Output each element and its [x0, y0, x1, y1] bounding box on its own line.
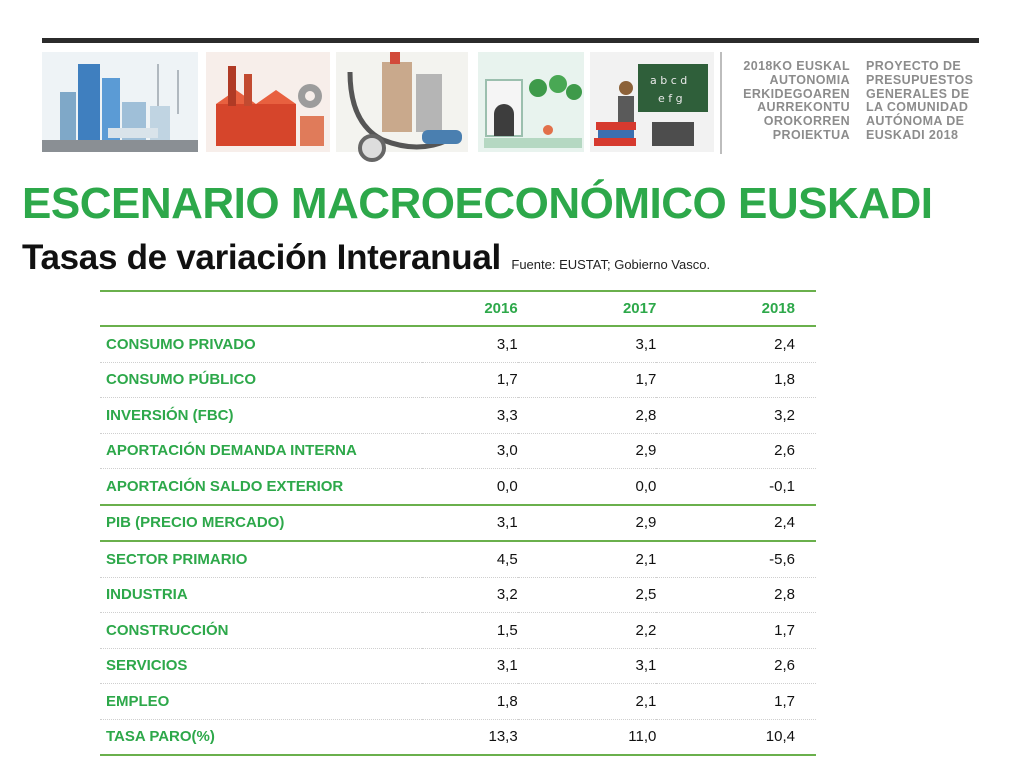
table-row [100, 326, 816, 362]
value-2016: 3,1 [422, 326, 518, 362]
value-2016: 3,2 [422, 577, 518, 613]
education-illustration [590, 52, 714, 152]
value-2017: 2,1 [518, 541, 657, 577]
table-row [100, 469, 816, 505]
row-label: PIB (PRECIO MERCADO) [100, 505, 422, 542]
row-label: EMPLEO [100, 684, 422, 720]
health-illustration [336, 52, 468, 160]
value-2018: 2,6 [656, 433, 816, 469]
value-2016: 3,0 [422, 433, 518, 469]
value-2018: -5,6 [656, 541, 816, 577]
value-2017: 2,9 [518, 433, 657, 469]
table-row [100, 648, 816, 684]
banner-illustrations [38, 44, 718, 164]
banner-line: AUTÓNOMA DE [866, 114, 965, 129]
row-label: CONSUMO PRIVADO [100, 326, 422, 362]
row-label: APORTACIÓN SALDO EXTERIOR [100, 469, 422, 505]
value-2018: 10,4 [656, 719, 816, 755]
value-2016: 1,5 [422, 613, 518, 649]
park-illustration [478, 52, 584, 152]
city-skyline-illustration [42, 52, 198, 152]
table-row [100, 433, 816, 469]
value-2017: 2,9 [518, 505, 657, 542]
banner-line: GENERALES DE [866, 86, 970, 101]
value-2017: 2,2 [518, 613, 657, 649]
value-2018: 1,7 [656, 613, 816, 649]
table-row [100, 362, 816, 398]
banner-line: ERKIDEGOAREN [743, 86, 850, 101]
value-2018: 3,2 [656, 398, 816, 434]
macro-table [100, 290, 816, 756]
value-2018: 2,4 [656, 505, 816, 542]
banner-text-basque [732, 60, 850, 143]
banner-line: LA COMUNIDAD [866, 100, 969, 115]
table-header-row [100, 291, 816, 326]
header-label-column [100, 291, 422, 326]
banner-line: PRESUPUESTOS [866, 72, 974, 87]
source-note: Fuente: EUSTAT; Gobierno Vasco. [511, 257, 711, 272]
value-2018: -0,1 [656, 469, 816, 505]
value-2018: 1,8 [656, 362, 816, 398]
header-2018: 2018 [656, 291, 816, 326]
banner-line: EUSKADI 2018 [866, 127, 959, 142]
value-2016: 13,3 [422, 719, 518, 755]
table-row [100, 684, 816, 720]
industry-illustration [206, 52, 330, 152]
table-row [100, 577, 816, 613]
banner-line: AUTONOMIA [769, 72, 850, 87]
value-2017: 2,5 [518, 577, 657, 613]
banner-line: 2018KO EUSKAL [743, 59, 850, 73]
value-2016: 3,3 [422, 398, 518, 434]
row-label: SECTOR PRIMARIO [100, 541, 422, 577]
value-2017: 3,1 [518, 326, 657, 362]
table-row [100, 613, 816, 649]
banner-text-spanish [866, 60, 986, 143]
svg-text:a b c d: a b c d [650, 74, 688, 87]
value-2016: 3,1 [422, 505, 518, 542]
banner-line: PROIEKTUA [772, 127, 850, 142]
subtitle: Tasas de variación Interanual [22, 238, 501, 277]
value-2016: 1,8 [422, 684, 518, 720]
banner-divider [720, 52, 722, 154]
value-2016: 0,0 [422, 469, 518, 505]
value-2018: 2,4 [656, 326, 816, 362]
header-2017: 2017 [518, 291, 657, 326]
table-row [100, 398, 816, 434]
row-label: CONSUMO PÚBLICO [100, 362, 422, 398]
row-label: INDUSTRIA [100, 577, 422, 613]
value-2017: 3,1 [518, 648, 657, 684]
page-title: ESCENARIO MACROECONÓMICO EUSKADI [22, 179, 933, 228]
svg-text:e f g: e f g [658, 92, 683, 105]
value-2017: 2,1 [518, 684, 657, 720]
top-rule [42, 38, 979, 43]
value-2018: 2,6 [656, 648, 816, 684]
row-label: TASA PARO(%) [100, 719, 422, 755]
table-row-gdp [100, 505, 816, 542]
value-2018: 2,8 [656, 577, 816, 613]
value-2017: 11,0 [518, 719, 657, 755]
row-label: SERVICIOS [100, 648, 422, 684]
value-2016: 4,5 [422, 541, 518, 577]
value-2016: 1,7 [422, 362, 518, 398]
banner-line: AURREKONTU [757, 100, 850, 115]
value-2016: 3,1 [422, 648, 518, 684]
row-label: CONSTRUCCIÓN [100, 613, 422, 649]
value-2017: 1,7 [518, 362, 657, 398]
row-label: APORTACIÓN DEMANDA INTERNA [100, 433, 422, 469]
banner-line: PROYECTO DE [866, 59, 962, 73]
banner-line: OROKORREN [763, 114, 850, 129]
table-row [100, 719, 816, 755]
value-2017: 2,8 [518, 398, 657, 434]
row-label: INVERSIÓN (FBC) [100, 398, 422, 434]
subtitle-line [22, 238, 710, 278]
header-2016: 2016 [422, 291, 518, 326]
table-row [100, 541, 816, 577]
value-2017: 0,0 [518, 469, 657, 505]
value-2018: 1,7 [656, 684, 816, 720]
